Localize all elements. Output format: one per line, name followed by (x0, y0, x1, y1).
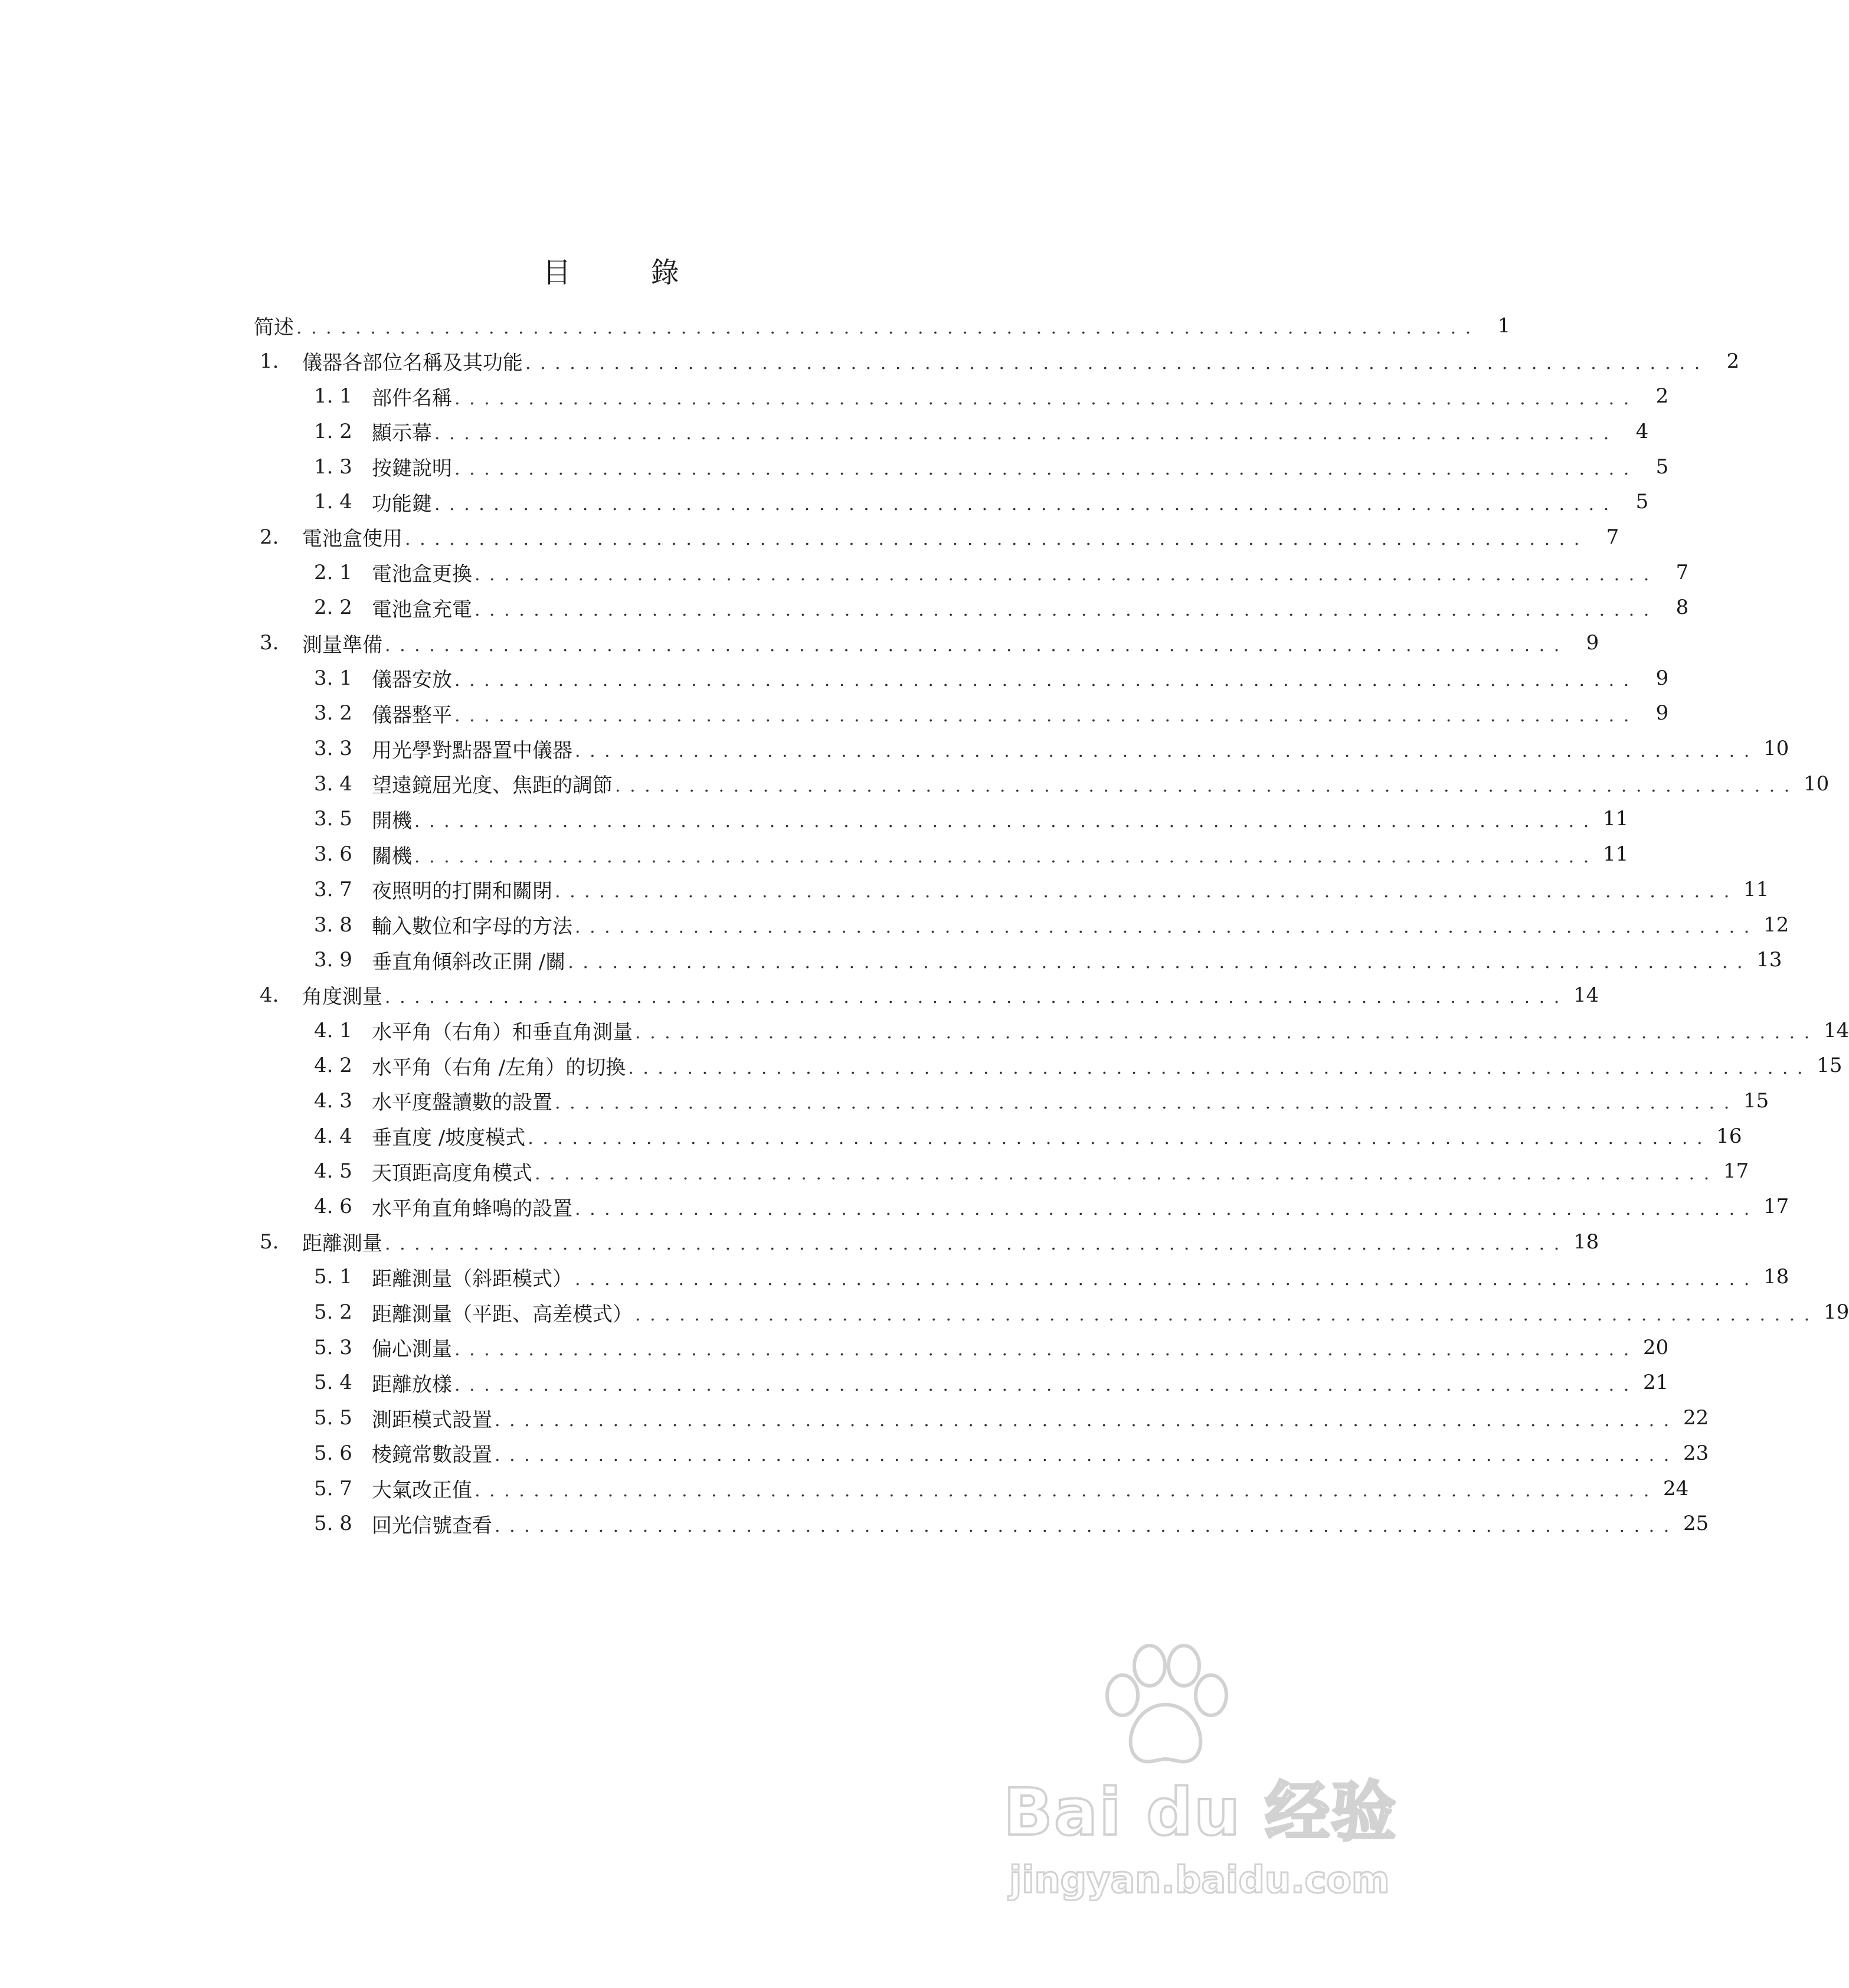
toc-entry-label: 天頂距高度角模式 (372, 1161, 532, 1185)
toc-entry-label: 輸入數位和字母的方法 (372, 915, 572, 939)
toc-entry-page: 16 (1716, 1124, 1742, 1148)
toc-entry (254, 802, 1629, 837)
toc-entry-page: 19 (1823, 1300, 1849, 1325)
toc-entry-label: 功能鍵 (372, 492, 432, 516)
toc-entry-number: 5. 2 (314, 1300, 352, 1325)
toc-entry-label: 測量準備 (302, 633, 382, 657)
toc-entry-label: 垂直度 /坡度模式 (372, 1126, 526, 1150)
toc-entry-number: 3. 4 (314, 771, 352, 796)
toc-entry (254, 484, 1649, 519)
toc-entry (254, 1048, 1843, 1083)
toc-entry-label: 水平角（右角 /左角）的切換 (372, 1055, 626, 1080)
toc-entry-number: 3. 6 (314, 842, 352, 867)
toc-entry-page: 9 (1655, 666, 1669, 690)
toc-entry-page: 17 (1723, 1159, 1749, 1183)
toc-leader-dots: . . . . . . . . . . . . . . . . . . . . . . . . . . . . . . . . . . . . . . . . . . . . . . . . . . . . . . . . . . . . . . . . . . . . . . . . . . . . . . . . (555, 881, 1732, 903)
toc-entry (254, 1471, 1689, 1506)
toc-leader-dots: . . . . . . . . . . . . . . . . . . . . . . . . . . . . . . . . . . . . . . . . . . . . . . . . . . . . . . . . . . . . . . . . . . . . . . . . . . . . . . . . (575, 917, 1752, 938)
toc-entry-number: 1. 1 (314, 384, 352, 408)
toc-entry-number: 5. 8 (314, 1512, 352, 1536)
toc-entry-number: 3. 1 (314, 666, 352, 690)
toc-entry-page: 20 (1642, 1335, 1669, 1359)
toc-entry-number: 2. 2 (314, 596, 352, 620)
toc-entry-label: 按鍵說明 (372, 457, 452, 481)
toc-entry-number: 4. 2 (314, 1054, 352, 1078)
toc-leader-dots: . . . . . . . . . . . . . . . . . . . . . . . . . . . . . . . . . . . . . . . . . . . . . . . . . . . . . . . . . . . . . . . . . . . . . . . . . . . . . . . . (628, 1057, 1805, 1078)
toc-entry-label: 望遠鏡屈光度、焦距的調節 (372, 774, 613, 798)
toc-leader-dots: . . . . . . . . . . . . . . . . . . . . . . . . . . . . . . . . . . . . . . . . . . . . . . . . . . . . . . . . . . . . . . . . . . . . . . . . . . . . . . . . (528, 1128, 1704, 1149)
toc-leader-dots: . . . . . . . . . . . . . . . . . . . . . . . . . . . . . . . . . . . . . . . . . . . . . . . . . . . . . . . . . . . . . . . . . . . . . . . . . . . . . . . . (635, 1304, 1812, 1325)
toc-entry-page: 9 (1586, 631, 1599, 655)
table-of-contents (254, 308, 1849, 1541)
toc-entry-label: 距離放樣 (372, 1372, 452, 1397)
toc-leader-dots: . . . . . . . . . . . . . . . . . . . . . . . . . . . . . . . . . . . . . . . . . . . . . . . . . . . . . . . . . . . . . . . . . . . . . . . . . . . . . . . . (434, 423, 1611, 444)
toc-entry-number: 3. 5 (314, 807, 352, 831)
toc-entry-number: 1. 2 (314, 419, 352, 443)
toc-entry (254, 449, 1669, 485)
toc-entry-number: 5. 1 (314, 1265, 352, 1289)
toc-leader-dots: . . . . . . . . . . . . . . . . . . . . . . . . . . . . . . . . . . . . . . . . . . . . . . . . . . . . . . . . . . . . . . . . . . . . . . . . . . . . . . . . (454, 1374, 1631, 1395)
toc-entry-page: 10 (1763, 737, 1789, 761)
toc-entry-label: 水平角直角蜂鳴的設置 (372, 1196, 572, 1221)
toc-entry-number: 3. 3 (314, 737, 352, 761)
toc-entry (254, 1224, 1599, 1260)
toc-entry-page: 24 (1663, 1476, 1689, 1500)
toc-leader-dots: . . . . . . . . . . . . . . . . . . . . . . . . . . . . . . . . . . . . . . . . . . . . . . . . . . . . . . . . . . . . . . . . . . . . . . . . . . . . . . . . (414, 810, 1591, 832)
toc-entry (254, 1365, 1669, 1401)
toc-entry-number: 2. (260, 525, 279, 549)
toc-entry-number: 4. 3 (314, 1088, 352, 1113)
toc-leader-dots: . . . . . . . . . . . . . . . . . . . . . . . . . . . . . . . . . . . . . . . . . . . . . . . . . . . . . . . . . . . . . . . . . . . . . . . . . . . . . . . . (385, 1234, 1562, 1255)
toc-entry (254, 836, 1629, 872)
toc-entry-page: 12 (1763, 913, 1789, 937)
toc-leader-dots: . . . . . . . . . . . . . . . . . . . . . . . . . . . . . . . . . . . . . . . . . . . . . . . . . . . . . . . . . . . . . . . . . . . . . . . . . . . . . . . . (575, 740, 1752, 761)
toc-entry-number: 4. 6 (314, 1195, 352, 1219)
toc-entry (254, 1400, 1709, 1436)
toc-leader-dots: . . . . . . . . . . . . . . . . . . . . . . . . . . . . . . . . . . . . . . . . . . . . . . . . . . . . . . . . . . . . . . . . . . . . . . . . . . . . . . . . (555, 1093, 1732, 1114)
toc-leader-dots: . . . . . . . . . . . . . . . . . . . . . . . . . . . . . . . . . . . . . . . . . . . . . . . . . . . . . . . . . . . . . . . . . . . . . . . . . . . . . . . . (474, 599, 1651, 620)
toc-entry-number: 4. 5 (314, 1159, 352, 1183)
toc-entry-label: 回光信號查看 (372, 1513, 492, 1538)
toc-entry-page: 15 (1817, 1054, 1843, 1078)
toc-leader-dots: . . . . . . . . . . . . . . . . . . . . . . . . . . . . . . . . . . . . . . . . . . . . . . . . . . . . . . . . . . . . . . . . . . . . . . . . . . . . . . . . (495, 1445, 1671, 1466)
toc-entry (254, 661, 1669, 696)
toc-leader-dots: . . . . . . . . . . . . . . . . . . . . . . . . . . . . . . . . . . . . . . . . . . . . . . . . . . . . . . . . . . . . . . . . . . . . . . . . . . . . . . . . (575, 1268, 1752, 1290)
toc-entry (254, 344, 1740, 379)
toc-entry-label: 距離測量 (302, 1232, 382, 1256)
toc-entry (254, 1013, 1849, 1048)
toc-entry (254, 1506, 1709, 1541)
toc-entry-page: 11 (1602, 842, 1629, 867)
toc-entry-label: 電池盒充電 (372, 597, 472, 622)
watermark-url: jingyan.baidu.com (1009, 1858, 1390, 1901)
toc-entry-label: 儀器安放 (372, 668, 452, 692)
toc-entry-page: 22 (1683, 1406, 1709, 1430)
toc-leader-dots: . . . . . . . . . . . . . . . . . . . . . . . . . . . . . . . . . . . . . . . . . . . . . . . . . . . . . . . . . . . . . . . . . . . . . . . . . . . . . . . . (535, 1163, 1711, 1184)
toc-entry-number: 4. 1 (314, 1018, 352, 1042)
toc-leader-dots: . . . . . . . . . . . . . . . . . . . . . . . . . . . . . . . . . . . . . . . . . . . . . . . . . . . . . . . . . . . . . . . . . . . . . . . . . . . . . . . . (495, 1410, 1671, 1431)
toc-leader-dots: . . . . . . . . . . . . . . . . . . . . . . . . . . . . . . . . . . . . . . . . . . . . . . . . . . . . . . . . . . . . . . . . . . . . . . . . . . . . . . . . (385, 987, 1562, 1008)
toc-leader-dots: . . . . . . . . . . . . . . . . . . . . . . . . . . . . . . . . . . . . . . . . . . . . . . . . . . . . . . . . . . . . . . . . . . . . . . . . . . . . . . . . (525, 353, 1702, 374)
toc-entry (254, 1436, 1709, 1471)
toc-entry-page: 21 (1642, 1371, 1669, 1395)
toc-entry (254, 872, 1769, 907)
toc-leader-dots: . . . . . . . . . . . . . . . . . . . . . . . . . . . . . . . . . . . . . . . . . . . . . . . . . . . . . . . . . . . . . . . . . . . . . . . . . . . . . . . . (635, 1022, 1812, 1044)
toc-entry-page: 2 (1655, 384, 1669, 408)
toc-leader-dots: . . . . . . . . . . . . . . . . . . . . . . . . . . . . . . . . . . . . . . . . . . . . . . . . . . . . . . . . . . . . . . . . . . . . . . . . . . . . . . . . (495, 1515, 1671, 1536)
toc-entry-page: 11 (1602, 807, 1629, 831)
toc-entry-number: 1. 4 (314, 490, 352, 514)
toc-entry-label: 距離測量（平距、高差模式） (372, 1302, 633, 1326)
toc-entry-page: 18 (1763, 1265, 1789, 1289)
toc-entry-label: 部件名稱 (372, 386, 452, 410)
toc-entry-number: 5. 3 (314, 1335, 352, 1359)
toc-entry (254, 907, 1789, 943)
toc-entry-page: 23 (1683, 1441, 1709, 1465)
toc-entry-label: 简述 (254, 316, 294, 340)
toc-leader-dots: . . . . . . . . . . . . . . . . . . . . . . . . . . . . . . . . . . . . . . . . . . . . . . . . . . . . . . . . . . . . . . . . . . . . . . . . . . . . . . . . (568, 952, 1745, 973)
toc-entry (254, 696, 1669, 731)
toc-entry-label: 夜照明的打開和關閉 (372, 879, 552, 904)
toc-entry-number: 1. 3 (314, 455, 352, 479)
toc-leader-dots: . . . . . . . . . . . . . . . . . . . . . . . . . . . . . . . . . . . . . . . . . . . . . . . . . . . . . . . . . . . . . . . . . . . . . . . . . . . . . . . . (454, 705, 1631, 726)
toc-entry-label: 棱鏡常數設置 (372, 1443, 492, 1467)
toc-entry-number: 2. 1 (314, 560, 352, 584)
toc-entry-number: 5. (260, 1230, 279, 1254)
toc-entry-label: 電池盒更換 (372, 563, 472, 587)
toc-entry-number: 3. (260, 631, 279, 655)
toc-entry-page: 5 (1635, 490, 1649, 514)
toc-entry (254, 1189, 1789, 1224)
toc-entry (254, 942, 1782, 977)
toc-entry-page: 14 (1823, 1018, 1849, 1042)
toc-leader-dots: . . . . . . . . . . . . . . . . . . . . . . . . . . . . . . . . . . . . . . . . . . . . . . . . . . . . . . . . . . . . . . . . . . . . . . . . . . . . . . . . (454, 459, 1631, 480)
toc-leader-dots: . . . . . . . . . . . . . . . . . . . . . . . . . . . . . . . . . . . . . . . . . . . . . . . . . . . . . . . . . . . . . . . . . . . . . . . . . . . . . . . . (575, 1198, 1752, 1219)
toc-entry (254, 1260, 1789, 1295)
toc-entry (254, 1119, 1742, 1154)
watermark-brand: Bai du 经验 (1003, 1774, 1398, 1850)
toc-entry-page: 4 (1635, 419, 1649, 443)
toc-leader-dots: . . . . . . . . . . . . . . . . . . . . . . . . . . . . . . . . . . . . . . . . . . . . . . . . . . . . . . . . . . . . . . . . . . . . . . . . . . . . . . . . (296, 318, 1473, 339)
watermark (1003, 1641, 1398, 1924)
toc-entry (254, 731, 1789, 766)
toc-entry (254, 1330, 1669, 1365)
page-title: 目 錄 (542, 256, 715, 289)
toc-entry-page: 18 (1573, 1230, 1599, 1254)
toc-entry-page: 10 (1803, 771, 1830, 796)
toc-entry-label: 水平度盤讀數的設置 (372, 1091, 552, 1115)
toc-entry (254, 1154, 1749, 1189)
toc-entry-number: 3. 8 (314, 913, 352, 937)
toc-entry (254, 414, 1649, 449)
toc-entry-label: 儀器整平 (372, 703, 452, 727)
toc-entry-number: 5. 4 (314, 1371, 352, 1395)
toc-entry-label: 偏心測量 (372, 1338, 452, 1362)
toc-entry-number: 4. (260, 983, 279, 1007)
toc-entry-page: 1 (1497, 313, 1511, 338)
toc-leader-dots: . . . . . . . . . . . . . . . . . . . . . . . . . . . . . . . . . . . . . . . . . . . . . . . . . . . . . . . . . . . . . . . . . . . . . . . . . . . . . . . . (474, 564, 1651, 586)
toc-entry-label: 距離測量（斜距模式） (372, 1267, 572, 1291)
toc-entry-page: 15 (1743, 1088, 1769, 1113)
toc-leader-dots: . . . . . . . . . . . . . . . . . . . . . . . . . . . . . . . . . . . . . . . . . . . . . . . . . . . . . . . . . . . . . . . . . . . . . . . . . . . . . . . . (434, 493, 1611, 515)
toc-leader-dots: . . . . . . . . . . . . . . . . . . . . . . . . . . . . . . . . . . . . . . . . . . . . . . . . . . . . . . . . . . . . . . . . . . . . . . . . . . . . . . . . (385, 635, 1562, 656)
toc-entry (254, 766, 1830, 802)
toc-entry (254, 1294, 1849, 1330)
toc-entry-page: 5 (1655, 455, 1669, 479)
toc-entry (254, 308, 1511, 344)
toc-entry (254, 1083, 1769, 1119)
toc-leader-dots: . . . . . . . . . . . . . . . . . . . . . . . . . . . . . . . . . . . . . . . . . . . . . . . . . . . . . . . . . . . . . . . . . . . . . . . . . . . . . . . . (454, 388, 1631, 409)
toc-entry (254, 555, 1689, 590)
toc-entry-page: 2 (1726, 349, 1740, 373)
toc-entry (254, 625, 1599, 661)
toc-entry-page: 11 (1743, 877, 1769, 901)
toc-leader-dots: . . . . . . . . . . . . . . . . . . . . . . . . . . . . . . . . . . . . . . . . . . . . . . . . . . . . . . . . . . . . . . . . . . . . . . . . . . . . . . . . (454, 670, 1631, 691)
toc-leader-dots: . . . . . . . . . . . . . . . . . . . . . . . . . . . . . . . . . . . . . . . . . . . . . . . . . . . . . . . . . . . . . . . . . . . . . . . . . . . . . . . . (474, 1480, 1651, 1502)
toc-entry-page: 25 (1683, 1512, 1709, 1536)
toc-entry-number: 5. 6 (314, 1441, 352, 1465)
toc-entry-page: 14 (1573, 983, 1599, 1007)
baidu-paw-icon (1098, 1641, 1233, 1771)
toc-entry-number: 4. 4 (314, 1124, 352, 1148)
toc-leader-dots: . . . . . . . . . . . . . . . . . . . . . . . . . . . . . . . . . . . . . . . . . . . . . . . . . . . . . . . . . . . . . . . . . . . . . . . . . . . . . . . . (454, 1339, 1631, 1361)
toc-leader-dots: . . . . . . . . . . . . . . . . . . . . . . . . . . . . . . . . . . . . . . . . . . . . . . . . . . . . . . . . . . . . . . . . . . . . . . . . . . . . . . . . (405, 529, 1582, 550)
toc-entry-label: 關機 (372, 844, 412, 868)
toc-entry-label: 儀器各部位名稱及其功能 (302, 351, 523, 375)
toc-entry-number: 3. 9 (314, 948, 352, 972)
toc-entry (254, 590, 1689, 626)
toc-entry-label: 電池盒使用 (302, 527, 402, 551)
toc-entry-label: 顯示幕 (372, 421, 432, 446)
toc-entry-page: 7 (1606, 525, 1619, 549)
toc-entry (254, 519, 1619, 555)
toc-leader-dots: . . . . . . . . . . . . . . . . . . . . . . . . . . . . . . . . . . . . . . . . . . . . . . . . . . . . . . . . . . . . . . . . . . . . . . . . . . . . . . . . (414, 846, 1591, 867)
toc-entry (254, 378, 1669, 414)
toc-entry-page: 7 (1675, 560, 1689, 584)
toc-entry-page: 9 (1655, 701, 1669, 725)
toc-entry (254, 977, 1599, 1013)
toc-leader-dots: . . . . . . . . . . . . . . . . . . . . . . . . . . . . . . . . . . . . . . . . . . . . . . . . . . . . . . . . . . . . . . . . . . . . . . . . . . . . . . . . (615, 776, 1792, 797)
toc-entry-label: 用光學對點器置中儀器 (372, 738, 572, 763)
toc-entry-label: 大氣改正值 (372, 1479, 472, 1503)
toc-entry-number: 5. 5 (314, 1406, 352, 1430)
toc-entry-page: 8 (1675, 596, 1689, 620)
toc-entry-number: 3. 2 (314, 701, 352, 725)
toc-entry-label: 垂直角傾斜改正開 /關 (372, 950, 566, 974)
toc-entry-page: 17 (1763, 1195, 1789, 1219)
toc-entry-label: 測距模式設置 (372, 1408, 492, 1432)
toc-entry-label: 水平角（右角）和垂直角測量 (372, 1021, 633, 1045)
toc-entry-label: 角度測量 (302, 985, 382, 1009)
toc-entry-label: 開機 (372, 809, 412, 833)
toc-entry-number: 5. 7 (314, 1476, 352, 1500)
toc-entry-page: 13 (1756, 948, 1782, 972)
toc-entry-number: 1. (260, 349, 279, 373)
toc-entry-number: 3. 7 (314, 877, 352, 901)
